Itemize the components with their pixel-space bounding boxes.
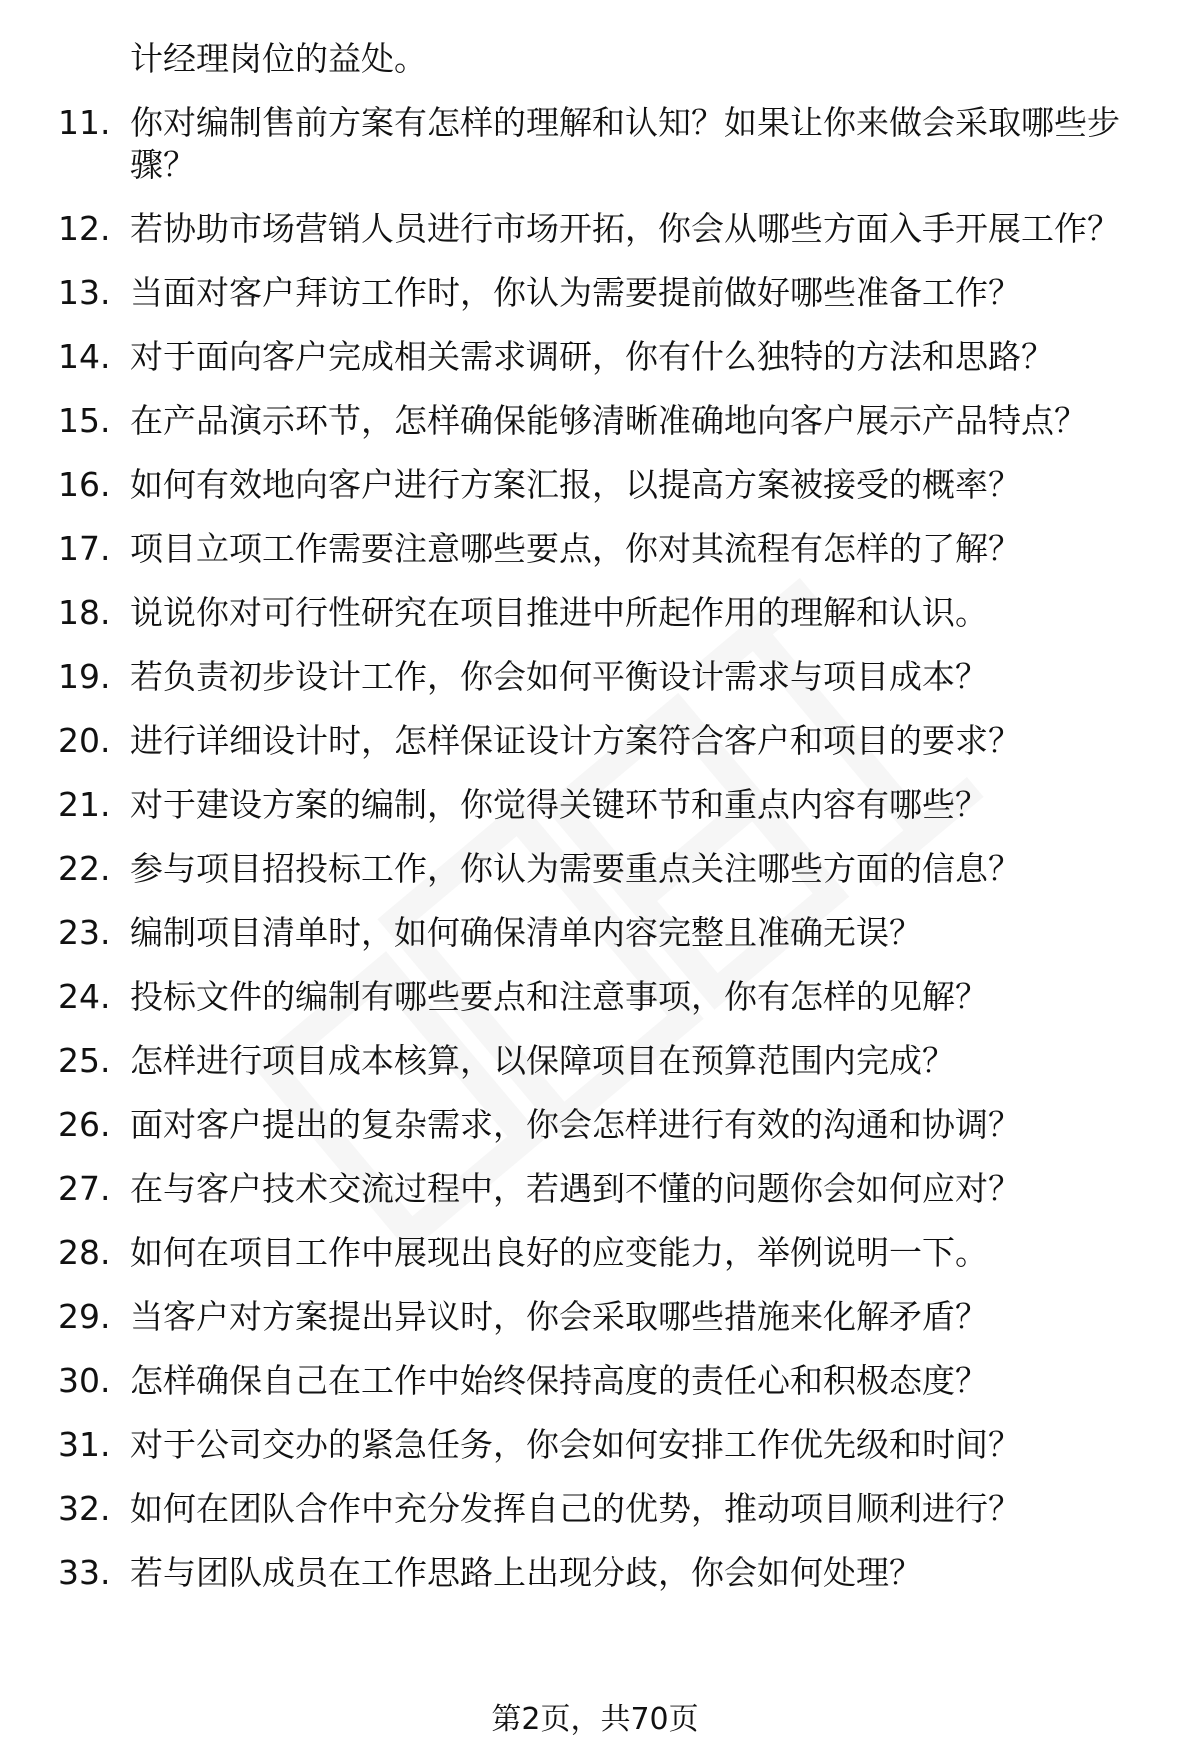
question-item [0,720,1190,762]
question-item [0,592,1190,634]
question-text: 进行详细设计时，怎样保证设计方案符合客户和项目的要求？ [130,721,1021,760]
question-list [0,102,1190,1594]
question-item [0,784,1190,826]
question-item [0,272,1190,314]
question-item [0,1168,1190,1210]
question-text: 参与项目招投标工作，你认为需要重点关注哪些方面的信息？ [130,849,1021,888]
question-item [0,1296,1190,1338]
question-item [0,656,1190,698]
question-item [0,208,1190,250]
question-text: 面对客户提出的复杂需求，你会怎样进行有效的沟通和协调？ [130,1105,1021,1144]
question-number: 21. [58,785,111,824]
question-text: 如何有效地向客户进行方案汇报，以提高方案被接受的概率？ [130,465,1021,504]
question-number: 19. [58,657,111,696]
question-number: 15. [58,401,111,440]
question-text: 说说你对可行性研究在项目推进中所起作用的理解和认识。 [130,593,988,632]
question-number: 31. [58,1425,111,1464]
question-number: 27. [58,1169,111,1208]
question-item [0,102,1190,186]
page-footer [0,1700,1190,1740]
question-number: 14. [58,337,111,376]
question-number: 33. [58,1553,111,1592]
question-number: 29. [58,1297,111,1336]
question-number: 24. [58,977,111,1016]
question-number: 23. [58,913,111,952]
question-number: 26. [58,1105,111,1144]
question-item [0,1232,1190,1274]
question-text: 对于公司交办的紧急任务，你会如何安排工作优先级和时间？ [130,1425,1021,1464]
question-text: 项目立项工作需要注意哪些要点，你对其流程有怎样的了解？ [130,529,1021,568]
document-body [0,38,1190,1616]
question-text: 投标文件的编制有哪些要点和注意事项，你有怎样的见解？ [130,977,988,1016]
question-item [0,464,1190,506]
question-number: 32. [58,1489,111,1528]
page-number-label: 第2页，共70页 [491,1702,699,1737]
question-text: 当面对客户拜访工作时，你认为需要提前做好哪些准备工作？ [130,273,1021,312]
question-item [0,912,1190,954]
question-number: 13. [58,273,111,312]
question-number: 18. [58,593,111,632]
question-item [0,1552,1190,1594]
question-text: 怎样进行项目成本核算，以保障项目在预算范围内完成？ [130,1041,955,1080]
question-number: 25. [58,1041,111,1080]
question-item [0,1360,1190,1402]
question-number: 22. [58,849,111,888]
question-text: 对于建设方案的编制，你觉得关键环节和重点内容有哪些？ [130,785,988,824]
question-text: 怎样确保自己在工作中始终保持高度的责任心和积极态度？ [130,1361,988,1400]
question-item [0,400,1190,442]
question-text: 在产品演示环节，怎样确保能够清晰准确地向客户展示产品特点？ [130,401,1087,440]
question-item [0,1104,1190,1146]
question-text: 若负责初步设计工作，你会如何平衡设计需求与项目成本？ [130,657,988,696]
question-item [0,1488,1190,1530]
question-text: 如何在团队合作中充分发挥自己的优势，推动项目顺利进行？ [130,1489,1021,1528]
question-number: 16. [58,465,111,504]
question-text: 编制项目清单时，如何确保清单内容完整且准确无误？ [130,913,922,952]
question-text: 如何在项目工作中展现出良好的应变能力，举例说明一下。 [130,1233,988,1272]
question-item [0,1424,1190,1466]
question-item [0,1040,1190,1082]
question-text: 当客户对方案提出异议时，你会采取哪些措施来化解矛盾？ [130,1297,988,1336]
question-text: 在与客户技术交流过程中，若遇到不懂的问题你会如何应对？ [130,1169,1021,1208]
question-item [0,848,1190,890]
question-number: 11. [58,103,111,142]
question-item [0,976,1190,1018]
question-item [0,336,1190,378]
question-text: 若与团队成员在工作思路上出现分歧，你会如何处理？ [130,1553,922,1592]
question-number: 20. [58,721,111,760]
question-text: 若协助市场营销人员进行市场开拓，你会从哪些方面入手开展工作？ [130,209,1120,248]
question-number: 30. [58,1361,111,1400]
question-text: 对于面向客户完成相关需求调研，你有什么独特的方法和思路？ [130,337,1054,376]
question-number: 17. [58,529,111,568]
question-text: 你对编制售前方案有怎样的理解和认知？如果让你来做会采取哪些步骤？ [130,103,1120,184]
continuation-text: 计经理岗位的益处。 [130,39,427,78]
question-number: 12. [58,209,111,248]
question-number: 28. [58,1233,111,1272]
question-item [0,528,1190,570]
